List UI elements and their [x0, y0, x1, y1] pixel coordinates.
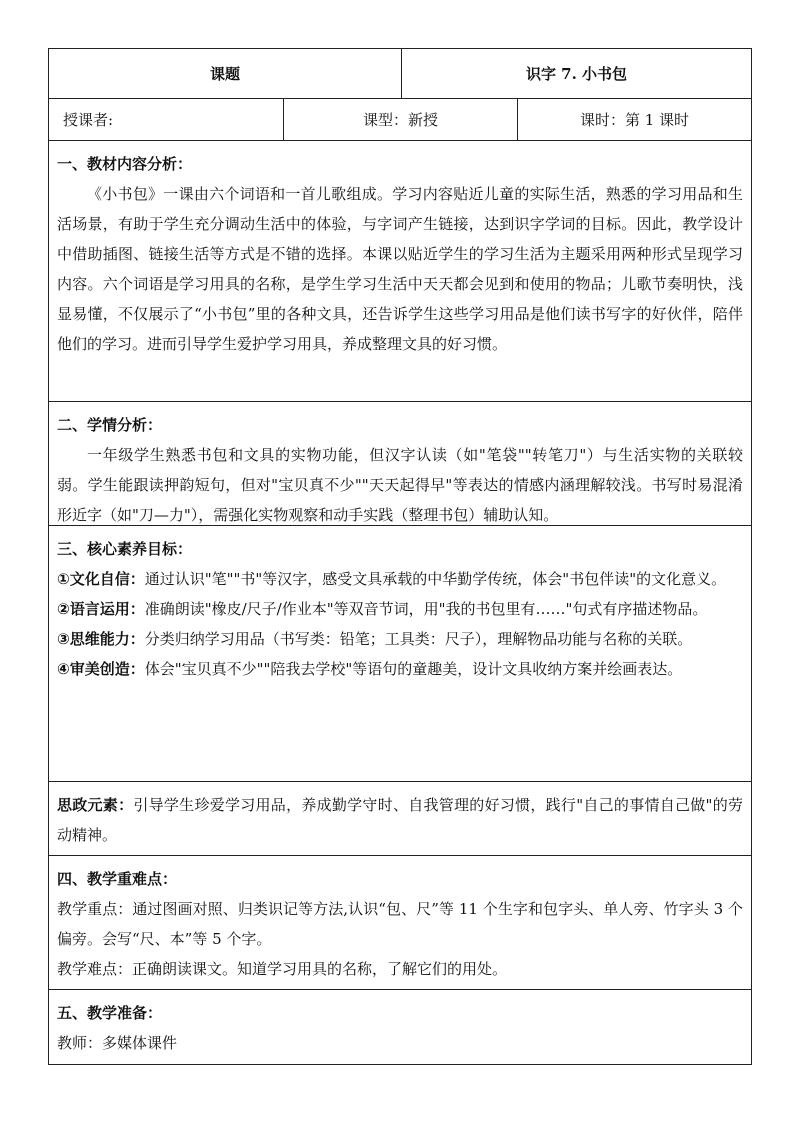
- goal-text: 通过认识"笔""书"等汉字，感受文具承载的中华勤学传统，体会"书包伴读"的文化意义。: [144, 570, 727, 588]
- section-ideology: [49, 782, 751, 856]
- goal-text: 准确朗读"橡皮/尺子/作业本"等双音节词，用"我的书包里有……"句式有序描述物品。: [144, 600, 708, 618]
- section-body: 一年级学生熟悉书包和文具的实物功能，但汉字认读（如"笔袋""转笔刀"）与生活实物的关联较弱。学生能跟读押韵短句，但对"宝贝真不少""天天起得早"等表达的情感内涵理解较浅。书写时易混淆形近字（如"刀—力"），需强化实物观察和动手实践（整理书包）辅助认知。: [57, 446, 743, 524]
- section-core-goals: [49, 526, 751, 782]
- topic-row: [49, 49, 751, 99]
- section-key-difficult-points: [49, 856, 751, 990]
- section-body: 《小书包》一课由六个词语和一首儿歌组成。学习内容贴近儿童的实际生活，熟悉的学习用品和生活场景，有助于学生充分调动生活中的体验，与字词产生链接，达到识字学词的目标。因此，教学设计中借助插图、链接生活等方式是不错的选择。本课以贴近学生的学习生活为主题采用两种形式呈现学习内容。六个词语是学习用具的名称，是学生学习生活中天天都会见到和使用的物品；儿歌节奏明快，浅显易懂，不仅展示了“小书包”里的各种文具，还告诉学生这些学习用品是他们读书写字的好伙伴，陪伴他们的学习。进而引导学生爱护学习用具，养成整理文具的好习惯。: [57, 185, 743, 353]
- ideology-label: 思政元素：: [57, 796, 134, 814]
- topic-value: 识字 7. 小书包: [525, 65, 628, 83]
- info-row: [49, 99, 751, 141]
- section-title: 二、学情分析：: [57, 416, 163, 434]
- periods-cell: 课时：第 1 课时: [579, 111, 690, 129]
- topic-label: 课题: [49, 49, 402, 98]
- section-preparation: [49, 990, 751, 1064]
- preparation-text: 教师：多媒体课件: [57, 1034, 178, 1052]
- section-title: 四、教学重难点：: [57, 870, 178, 888]
- teacher-cell: 授课者:: [49, 99, 284, 140]
- goal-label: ①文化自信：: [57, 570, 145, 588]
- ideology-text: 引导学生珍爱学习用品，养成勤学守时、自我管理的好习惯，践行"自己的事情自己做"的劳动精神。: [57, 796, 743, 844]
- lesson-type-cell: 课型：新授: [284, 99, 518, 140]
- section-title: 一、教材内容分析：: [57, 155, 193, 173]
- goal-label: ④审美创造：: [57, 660, 145, 678]
- goal-text: 体会"宝贝真不少""陪我去学校"等语句的童趣美，设计文具收纳方案并绘画表达。: [144, 660, 683, 678]
- goal-label: ②语言运用：: [57, 600, 145, 618]
- section-student-analysis: [49, 402, 751, 526]
- goal-item: [57, 624, 743, 654]
- ideology-paragraph: [57, 790, 743, 850]
- section-material-analysis: [49, 141, 751, 402]
- lesson-plan-table: [48, 48, 752, 1065]
- goal-text: 分类归纳学习用品（书写类：铅笔；工具类：尺子），理解物品功能与名称的关联。: [144, 630, 693, 648]
- section-title: 五、教学准备：: [57, 1004, 163, 1022]
- goal-label: ③思维能力：: [57, 630, 145, 648]
- section-title: 三、核心素养目标：: [57, 540, 193, 558]
- goal-item: [57, 594, 743, 624]
- goal-item: [57, 564, 743, 594]
- goal-item: [57, 654, 743, 684]
- key-point: 教学重点：通过图画对照、归类识记等方法,认识“包、尺”等 11 个生字和包字头、单人旁、竹字头 3 个偏旁。会写“尺、本”等 5 个字。: [57, 900, 743, 948]
- difficult-point: 教学难点：正确朗读课文。知道学习用具的名称，了解它们的用处。: [57, 960, 508, 978]
